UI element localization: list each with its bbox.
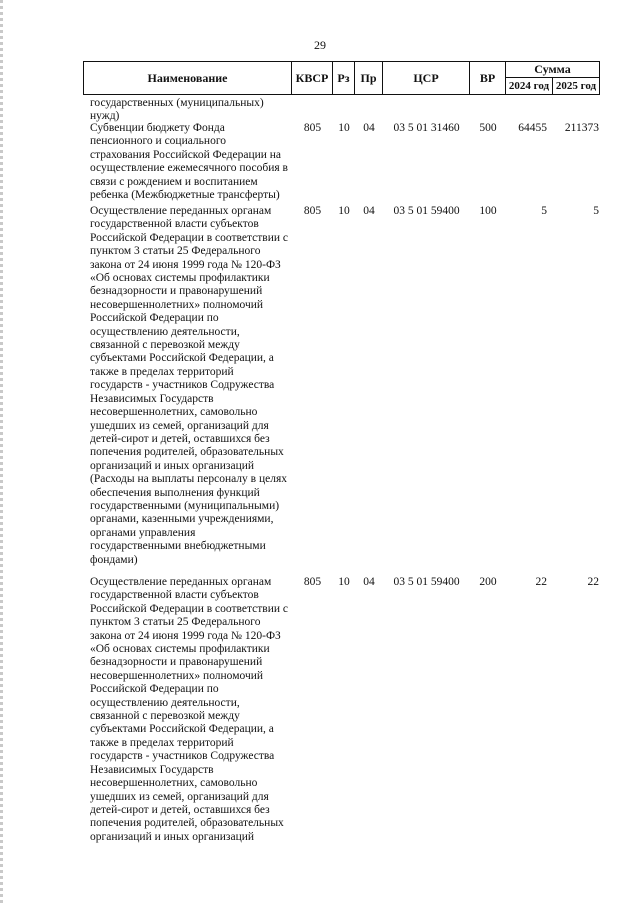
row-name-line: осуществлению деятельности, xyxy=(90,325,240,338)
row-name-line: организаций и иных организаций xyxy=(90,459,255,472)
row-name-line: попечения родителей, образовательных xyxy=(90,446,284,459)
row-name-line: органами управления xyxy=(90,526,196,539)
row-kvsr: 805 xyxy=(303,205,322,217)
row-kvsr: 805 xyxy=(303,122,322,134)
row-name-line: связи с рождением и воспитанием xyxy=(90,175,258,188)
header-rz: Рз xyxy=(333,62,355,94)
row-name-line: несовершеннолетних, самовольно xyxy=(90,406,258,419)
row-pr: 04 xyxy=(363,205,375,217)
row-name-line: Осуществление переданных органам xyxy=(90,576,272,588)
row-name-line: субъектами Российской Федерации, а xyxy=(90,352,274,365)
row-name-line: связанной с перевозкой между xyxy=(90,339,240,352)
row-name-line: фондами) xyxy=(90,553,138,566)
row-sum-2024: 22 xyxy=(535,576,547,588)
header-year-2025: 2025 год xyxy=(555,80,597,92)
table-header xyxy=(83,61,600,95)
row-name-line: Независимых Государств xyxy=(90,763,214,776)
header-pr: Пр xyxy=(355,62,383,94)
row-name-line: безнадзорности и правонарушений xyxy=(90,285,263,298)
row-name-line: несовершеннолетних, самовольно xyxy=(90,777,258,790)
row-name-line: государственными внебюджетными xyxy=(90,540,266,553)
row-name-line: ушедших из семей, организаций для xyxy=(90,790,269,803)
row-name xyxy=(90,205,295,567)
row-name-line: государственной власти субъектов xyxy=(90,589,259,602)
row-name xyxy=(90,122,295,202)
row-vr: 200 xyxy=(479,576,497,588)
row-vr: 500 xyxy=(479,122,497,134)
row-name-line: государств - участников Содружества xyxy=(90,750,275,763)
row-name-line: Российской Федерации в соответствии с xyxy=(90,602,288,615)
header-name: Наименование xyxy=(84,62,292,94)
row-name-line: осуществлению деятельности, xyxy=(90,696,240,709)
row-name-line: детей-сирот и детей, оставшихся без xyxy=(90,432,270,445)
continuation-text xyxy=(90,97,295,124)
row-sum-2024: 64455 xyxy=(518,122,547,134)
row-sum-2025: 5 xyxy=(593,205,599,217)
row-name-line: организаций и иных организаций xyxy=(90,830,255,843)
row-name-line: Российской Федерации в соответствии с xyxy=(90,231,288,244)
row-name-line: осуществление ежемесячного пособия в xyxy=(90,162,288,175)
row-pr: 04 xyxy=(363,576,375,588)
row-csr: 03 5 01 31460 xyxy=(393,122,460,134)
row-name-line: (Расходы на выплаты персоналу в целях xyxy=(90,473,288,486)
header-sum-group xyxy=(506,62,599,94)
row-pr: 04 xyxy=(363,122,375,134)
row-rz: 10 xyxy=(338,122,350,134)
row-kvsr: 805 xyxy=(303,576,322,588)
row-name-line: Российской Федерации по xyxy=(90,312,219,325)
row-name-line: закона от 24 июня 1999 года № 120-ФЗ xyxy=(90,258,281,271)
row-name-line: Российской Федерации по xyxy=(90,683,219,696)
row-name-line: несовершеннолетних» полномочий xyxy=(90,298,264,311)
row-name-line: связанной с перевозкой между xyxy=(90,710,240,723)
row-csr: 03 5 01 59400 xyxy=(393,205,460,217)
row-rz: 10 xyxy=(338,205,350,217)
row-name-line: безнадзорности и правонарушений xyxy=(90,656,263,669)
row-name xyxy=(90,576,295,844)
row-sum-2025: 211373 xyxy=(564,122,599,134)
row-csr: 03 5 01 59400 xyxy=(393,576,460,588)
row-vr: 100 xyxy=(479,205,497,217)
row-name-line: государственной власти субъектов xyxy=(90,218,259,231)
header-year-2024: 2024 год xyxy=(506,78,553,94)
header-sum: Сумма xyxy=(506,62,599,78)
row-name-line: государств - участников Содружества xyxy=(90,379,275,392)
row-name-line: закона от 24 июня 1999 года № 120-ФЗ xyxy=(90,629,281,642)
row-name-line: «Об основах системы профилактики xyxy=(90,643,270,656)
row-name-line: несовершеннолетних» полномочий xyxy=(90,669,264,682)
row-name-line: попечения родителей, образовательных xyxy=(90,817,284,830)
row-name-line: Независимых Государств xyxy=(90,392,214,405)
row-name-line: Субвенции бюджету Фонда xyxy=(90,122,225,134)
page-number: 29 xyxy=(314,38,326,52)
row-name-line: ребенка (Межбюджетные трансферты) xyxy=(90,189,280,202)
row-name-line: государственными (муниципальными) xyxy=(90,499,280,512)
scan-edge xyxy=(0,0,3,905)
row-name-line: также в пределах территорий xyxy=(90,736,234,749)
row-name-line: субъектами Российской Федерации, а xyxy=(90,723,274,736)
header-csr: ЦСР xyxy=(383,62,470,94)
row-name-line: страхования Российской Федерации на xyxy=(90,148,282,161)
continuation-line: государственных (муниципальных) xyxy=(90,97,264,109)
continuation-line: нужд) xyxy=(90,110,120,123)
row-name-line: Осуществление переданных органам xyxy=(90,205,272,217)
header-kvsr: КВСР xyxy=(292,62,333,94)
header-vr: ВР xyxy=(470,62,506,94)
row-rz: 10 xyxy=(338,576,350,588)
row-name-line: пунктом 3 статьи 25 Федерального xyxy=(90,245,261,258)
row-name-line: также в пределах территорий xyxy=(90,365,234,378)
row-sum-2024: 5 xyxy=(541,205,547,217)
row-name-line: «Об основах системы профилактики xyxy=(90,272,270,285)
row-name-line: органами, казенными учреждениями, xyxy=(90,513,274,526)
row-name-line: ушедших из семей, организаций для xyxy=(90,419,269,432)
row-sum-2025: 22 xyxy=(587,576,599,588)
row-name-line: детей-сирот и детей, оставшихся без xyxy=(90,803,270,816)
row-name-line: обеспечения выполнения функций xyxy=(90,486,260,499)
row-name-line: пунктом 3 статьи 25 Федерального xyxy=(90,616,261,629)
row-name-line: пенсионного и социального xyxy=(90,135,227,148)
